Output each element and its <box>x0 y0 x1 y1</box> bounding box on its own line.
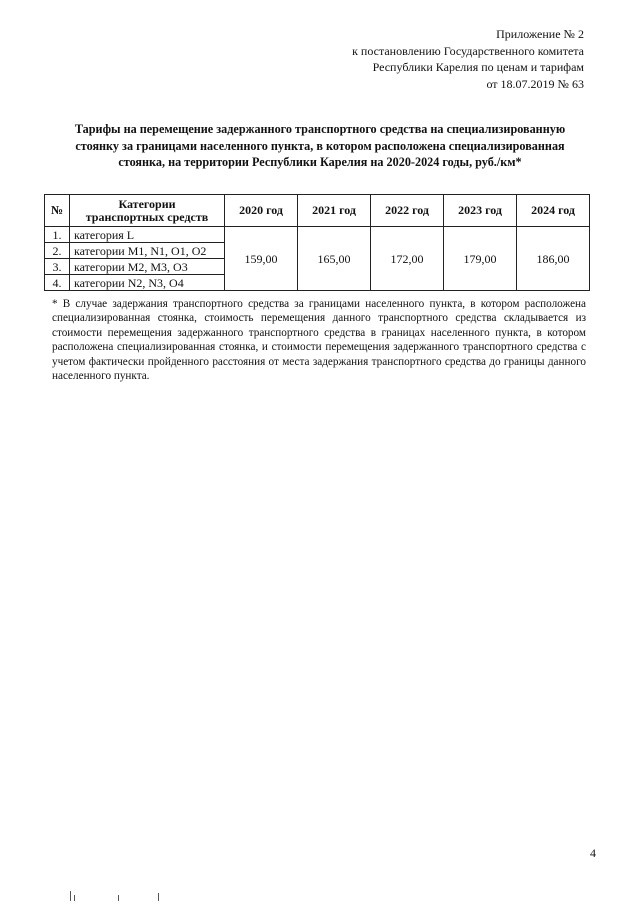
row-category: категории M2, M3, O3 <box>70 259 225 275</box>
appendix-line: от 18.07.2019 № 63 <box>486 76 584 91</box>
header-year-2021: 2021 год <box>298 195 371 227</box>
value-2022: 172,00 <box>371 227 444 291</box>
table-row <box>45 227 590 243</box>
header-category-line: транспортных средств <box>85 209 209 224</box>
header-year-2023: 2023 год <box>444 195 517 227</box>
scan-artifact <box>158 893 159 901</box>
header-year-2020: 2020 год <box>225 195 298 227</box>
document-title <box>50 121 590 171</box>
title-line: Тарифы на перемещение задержанного транспортного средства на специализированную <box>74 122 566 136</box>
value-2023: 179,00 <box>444 227 517 291</box>
scan-artifact <box>70 891 71 901</box>
row-category: категория L <box>70 227 225 243</box>
table-header-row <box>45 195 590 227</box>
header-category <box>70 195 225 227</box>
appendix-line: к постановлению Государственного комитета <box>352 43 584 58</box>
tariff-table <box>44 194 590 291</box>
row-category: категории M1, N1, O1, O2 <box>70 243 225 259</box>
title-line: стоянку за границами населенного пункта, в котором расположена специализированная <box>75 138 565 153</box>
row-num: 3. <box>45 259 70 275</box>
title-line: стоянка, на территории Республики Карелия на 2020-2024 годы, руб./км* <box>118 155 522 169</box>
header-num: № <box>45 195 70 227</box>
scan-artifact <box>118 895 119 901</box>
header-category-line: Категории <box>118 196 176 211</box>
row-category: категории N2, N3, O4 <box>70 275 225 291</box>
value-2024: 186,00 <box>517 227 590 291</box>
row-num: 4. <box>45 275 70 291</box>
scan-artifact <box>74 895 75 901</box>
row-num: 1. <box>45 227 70 243</box>
value-2020: 159,00 <box>225 227 298 291</box>
page-number: 4 <box>590 846 596 860</box>
footnote: * В случае задержания транспортного средства за границами населенного пункта, в котором расположена специализированная стоянка, стоимость перемещения данного транспортного средства складывается из стоимости перемещения задержанного транспортного средства в границах населенного пункта, в котором расположена специализированная стоянка, и стоимости перемещения задержанного транспортного средства с учетом фактически пройденного расстояния от места задержания транспортного средства до границы данного населенного пункта. <box>52 298 586 383</box>
appendix-line: Республики Карелия по ценам и тарифам <box>372 60 584 74</box>
value-2021: 165,00 <box>298 227 371 291</box>
appendix-header <box>352 26 584 92</box>
row-num: 2. <box>45 243 70 259</box>
header-year-2022: 2022 год <box>371 195 444 227</box>
header-year-2024: 2024 год <box>517 195 590 227</box>
appendix-line: Приложение № 2 <box>496 27 584 41</box>
